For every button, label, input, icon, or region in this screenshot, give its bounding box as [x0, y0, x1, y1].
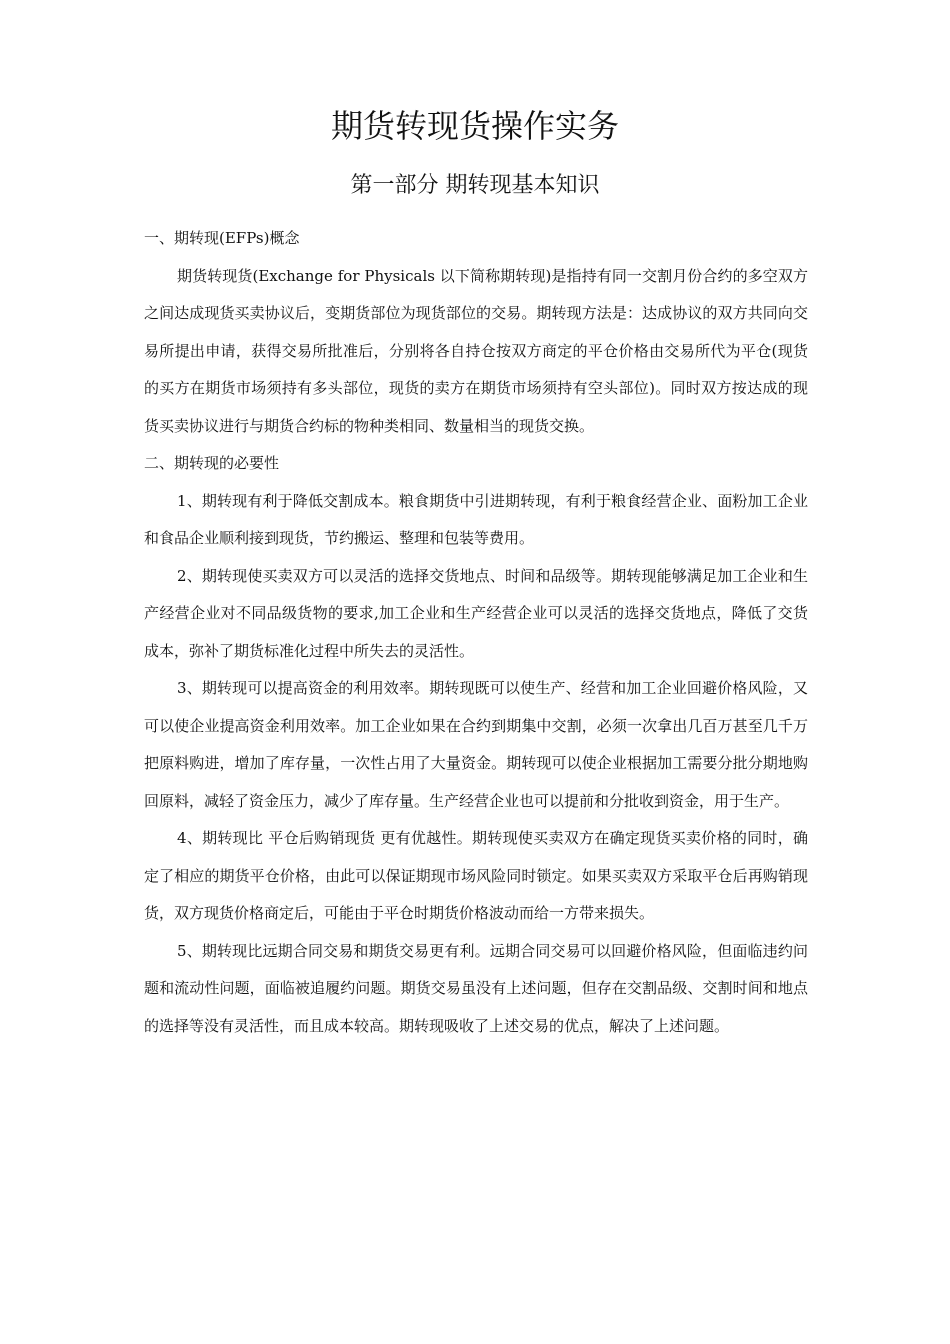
- document-title: 期货转现货操作实务: [330, 107, 619, 145]
- document-body: [144, 220, 808, 1045]
- paragraph-efp-definition: 期货转现货(Exchange for Physicals 以下简称期转现)是指持有同一交割月份合约的多空双方之间达成现货买卖协议后，变期货部位为现货部位的交易。期转现方法是：达成协议的双方共同向交易所提出申请，获得交易所批准后，分别将各自持仓按双方商定的平仓价格由交易所代为平仓(现货的买方在期货市场须持有多头部位，现货的卖方在期货市场须持有空头部位)。同时双方按达成的现货买卖协议进行与期货合约标的物种类相同、数量相当的现货交换。: [144, 266, 808, 435]
- paragraph-point-5: 5、期转现比远期合同交易和期货交易更有利。远期合同交易可以回避价格风险，但面临违约问题和流动性问题，面临被追履约问题。期货交易虽没有上述问题，但存在交割品级、交割时间和地点的选择等没有灵活性，而且成本较高。期转现吸收了上述交易的优点，解决了上述问题。: [144, 941, 808, 1035]
- part-subtitle: 第一部分 期转现基本知识: [350, 173, 600, 198]
- paragraph-point-3: 3、期转现可以提高资金的利用效率。期转现既可以使生产、经营和加工企业回避价格风险，又可以使企业提高资金利用效率。加工企业如果在合约到期集中交割，必须一次拿出几百万甚至几千万把原料购进，增加了库存量，一次性占用了大量资金。期转现可以使企业根据加工需要分批分期地购回原料，减轻了资金压力，减少了库存量。生产经营企业也可以提前和分批收到资金，用于生产。: [144, 679, 808, 810]
- paragraph-point-4: 4、期转现比 平仓后购销现货 更有优越性。期转现使买卖双方在确定现货买卖价格的同时，确定了相应的期货平仓价格，由此可以保证期现市场风险同时锁定。如果买卖双方采取平仓后再购销现货，双方现货价格商定后，可能由于平仓时期货价格波动而给一方带来损失。: [144, 829, 808, 922]
- paragraph-point-2: 2、期转现使买卖双方可以灵活的选择交货地点、时间和品级等。期转现能够满足加工企业和生产经营企业对不同品级货物的要求,加工企业和生产经营企业可以灵活的选择交货地点，降低了交货成本，弥补了期货标准化过程中所失去的灵活性。: [144, 566, 808, 660]
- section-heading-efp-necessity: 二、期转现的必要性: [144, 454, 280, 472]
- paragraph-point-1: 1、期转现有利于降低交割成本。粮食期货中引进期转现，有利于粮食经营企业、面粉加工企业和食品企业顺利接到现货，节约搬运、整理和包装等费用。: [144, 491, 808, 547]
- section-heading-efp-concept: 一、期转现(EFPs)概念: [144, 229, 300, 247]
